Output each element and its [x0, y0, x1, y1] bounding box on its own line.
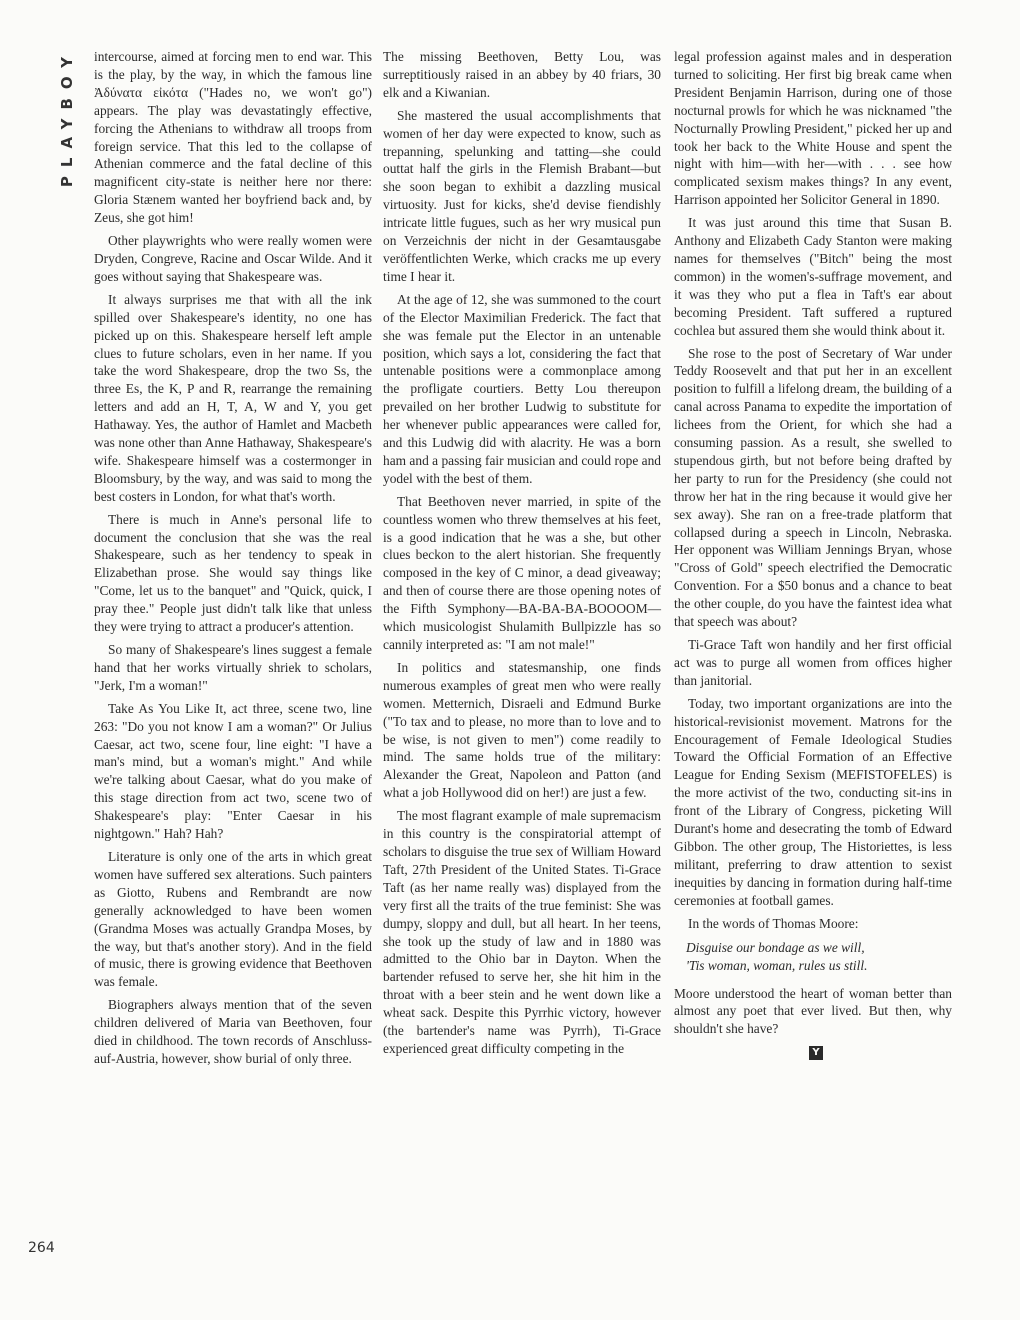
poem-line-2: 'Tis woman, woman, rules us still.: [686, 957, 868, 973]
paragraph: She mastered the usual accomplishments that women of her day were expected to know, such as trepanning, spelunking and tatting—she could outtat half the girls in the Flemish Brabant—but she soon began to exhibit a dazzling musical virtuosity. Just for kicks, she'd devise fiendishly intricate little fugues, such as her wry musical pun on Verzeichnis der nicht in der Gesamtausgabe veröffentlichten Werke, which cracks me up every time I hear it.: [383, 107, 661, 284]
article-column-1: [94, 48, 372, 1073]
paragraph: Today, two important organizations are into the historical-revisionist movement. Matrons for the Encouragement of Female Ideological Studies Toward the Official Formation of an Effective League for Ending Sexism (MEFISTOFELES) is the more activist of the two, conducting sit-ins in front of the Library of Congress, picketing Will Durant's home and desecrating the tomb of Edward Gibbon. The other group, The Historiettes, is less militant, preferring to draw attention to sexist inequities by dancing in formation during half-time ceremonies at football games.: [674, 695, 952, 908]
paragraph: That Beethoven never married, in spite of the countless women who threw themselves at his feet, is a good indication that he was a she, but other clues beckon to the alert historian. She frequently composed in the key of C minor, a dead giveaway; and then of course there are those opening notes of the Fifth Symphony—BA-BA-BA-BOOOOM—which musicologist Shulamith Bullpizzle has so cannily interpreted as: "I am not male!": [383, 493, 661, 652]
page-number: 264: [28, 1240, 55, 1256]
paragraph: So many of Shakespeare's lines suggest a female hand that her works virtually shriek to scholars, "Jerk, I'm a woman!": [94, 642, 372, 693]
paragraph: The missing Beethoven, Betty Lou, was surreptitiously raised in an abbey by 40 friars, 30 elk and a Kiwanian.: [383, 49, 661, 100]
paragraph: Other playwrights who were really women were Dryden, Congreve, Racine and Oscar Wilde. And it goes without saying that Shakespeare was.: [94, 233, 372, 284]
paragraph: The most flagrant example of male supremacism in this country is the conspiratorial attempt of scholars to disguise the true sex of William Howard Taft, 27th President of the United States. Ti-Grace Taft (as her name really was) displayed from the very first all the traits of the true feminist: She was dumpy, sloppy and dull, but all heart. In her teens, she took up the study of law and in 1880 was admitted to the Ohio bar in Dayton. When the bartender refused to serve her, she hit him in the throat with a beer stein and he went down like a wheat sack. Despite this Pyrrhic victory, however (the bartender's name was Pyrrh), Ti-Grace experienced great difficulty competing in the: [383, 808, 661, 1056]
paragraph: She rose to the post of Secretary of War under Teddy Roosevelt and that put her in an excellent position to fulfill a lifelong dream, the building of a canal across Panama to expedite the importation of lichees from the Orient, for which she had a consuming passion. As a result, she swelled to stupendous girth, but not before being drafted by her party to run for the Presidency (she could not throw her hat in the ring because it would give her sex away). She ran on a free-trade platform that collapsed during a speech in Lincoln, Nebraska. Her opponent was William Jennings Bryan, whose "Cross of Gold" speech electrified the Democratic Convention. For a $50 bonus and a chance to beat the other couple, do you have the faintest idea what that speech was about?: [674, 345, 952, 630]
paragraph: Biographers always mention that of the seven children delivered of Maria van Beethoven, four died in childhood. The town records of Anschluss-auf-Austria, however, show burial of only three.: [94, 997, 372, 1066]
paragraph: intercourse, aimed at forcing men to end war. This is the play, by the way, in which the famous line Ἀδύνατα εἰκότα ("Hades no, we won't go") appears. The play was devastatingly effective, forcing the Athenians to withdraw all troops from foreign service. That this led to the collapse of Athenian commerce and the fatal decline of this magnificent city-state is neither here nor there: Gloria Stænem wanted her boyfriend back and, by Zeus, she got him!: [94, 49, 372, 226]
paragraph: In the words of Thomas Moore:: [688, 915, 859, 931]
end-mark-icon: Y: [809, 1046, 823, 1060]
article-column-2: [383, 48, 661, 1063]
poem-line-1: Disguise our bondage as we will,: [686, 939, 865, 955]
magazine-title-vertical: PLAYBOY: [58, 48, 76, 188]
column-3-body: [674, 48, 952, 933]
paragraph: Take As You Like It, act three, scene two, line 263: "Do you not know I am a woman?" Or Julius Caesar, act two, scene four, line eight: "I have a man's mind, but a woman's might." And while we're talking about Caesar, what do you make of this stage direction from act two, scene two of Shakespeare's play: "Enter Caesar in his nightgown." Hah? Hah?: [94, 700, 372, 842]
paragraph: At the age of 12, she was summoned to the court of the Elector Maximilian Frederick. The fact that she was female put the Elector in an untenable position, which says a lot, considering the fact that untenable positions were a commonplace among the profligate courtiers. Betty Lou thereupon prevailed on her brother Ludwig to substitute for her whenever public appearances were called for, and this Ludwig did with alacrity. He was a born ham and a passing fair musician and could rope and yodel with the best of them.: [383, 291, 661, 486]
closing-paragraph: Moore understood the heart of woman better than almost any poet that ever lived. But then, why shouldn't she have?: [674, 985, 952, 1037]
paragraph: In politics and statesmanship, one finds numerous examples of great men who were really women. Metternich, Disraeli and Edmund Burke ("To tax and to please, no more than to love and to be wise, is not given to men") come readily to mind. The same holds true of the military: Alexander the Great, Napoleon and Patton (and what a job Hollywood did on her!) are just a few.: [383, 659, 661, 801]
paragraph: Literature is only one of the arts in which great women have suffered sex alterations. Such painters as Giotto, Rubens and Rembrandt are now generally acknowledged to have been women (Grandma Moses was actually Grandpa Moses, by the way, but that's another story). And in the field of music, there is growing evidence that Beethoven was female.: [94, 848, 372, 990]
paragraph: It was just around this time that Susan B. Anthony and Elizabeth Cady Stanton were making names for themselves ("Bitch" being the most common) in the women's-suffrage movement, and it was they who put a flea in Taft's ear about becoming President. Taft suffered a ruptured cochlea but assured them she would think about it.: [674, 215, 952, 338]
poem-quote: [686, 939, 952, 975]
article-column-3: [674, 48, 952, 1061]
paragraph: There is much in Anne's personal life to document the conclusion that she was the real Shakespeare, such as her tendency to speak in Elizabethan prose. She would say things like "Come, let us to the banquet" and "Quick, quick, I pray thee." People just didn't talk like that unless they were trying to attract a producer's attention.: [94, 511, 372, 635]
paragraph: legal profession against males and in desperation turned to soliciting. Her first big break came when President Benjamin Harrison, during one of those nocturnal prowls for which he was nicknamed "the Nocturnally Prowling President," picked her up and took her back to the White House and spent the night with him—with her—with . . . see how complicated sexism makes things? In any event, Harrison appointed her Solicitor General in 1890.: [674, 49, 952, 208]
paragraph: It always surprises me that with all the ink spilled over Shakespeare's identity, no one has picked up on this. Shakespeare herself left ample clues to future scholars, even in her name. If you take the word Shakespeare, drop the two Ss, the three Es, the K, P and R, rearrange the remaining letters and add an H, T, A, W and Y, you get Hathaway. Yes, the author of Hamlet and Macbeth was none other than Anne Hathaway, Shakespeare's wife. Shakespeare himself was a costermonger in Bloomsbury, by the way, and was said to mong the best costers in London, for what that's worth.: [94, 291, 372, 504]
paragraph: Ti-Grace Taft won handily and her first official act was to purge all women from offices higher than janitorial.: [674, 637, 952, 688]
